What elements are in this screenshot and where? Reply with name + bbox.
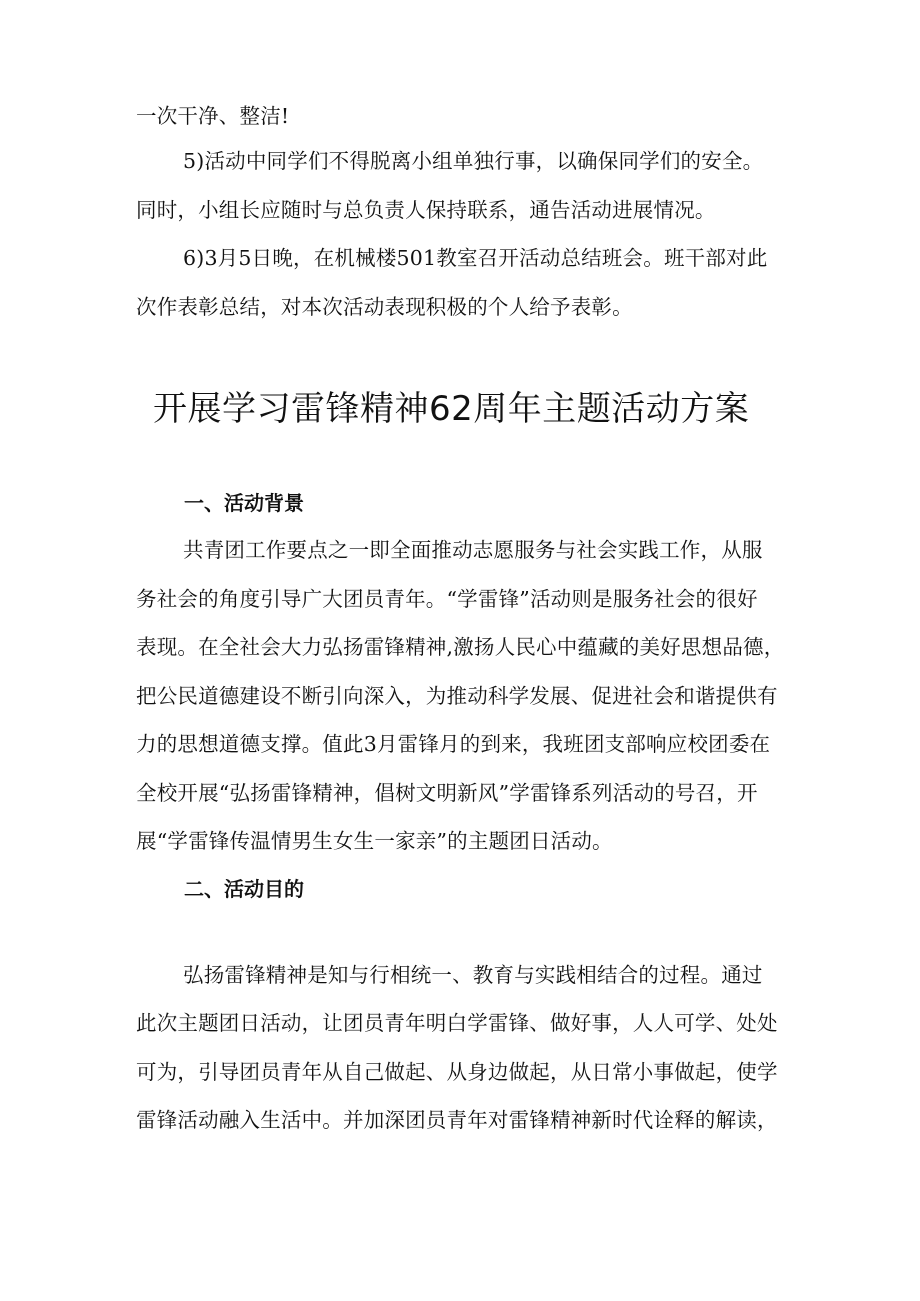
- paragraph-line: 此次主题团日活动，让团员青年明白学雷锋、做好事，人人可学、处处: [136, 1011, 778, 1035]
- paragraph-line: 同时，小组长应随时与总负责人保持联系，通告活动进展情况。: [136, 198, 716, 222]
- paragraph-line: 6)3月5日晚，在机械楼501教室召开活动总结班会。班干部对此: [183, 246, 768, 270]
- paragraph-line: 弘扬雷锋精神是知与行相统一、教育与实践相结合的过程。通过: [183, 963, 763, 987]
- paragraph-line: 务社会的角度引导广大团员青年。“学雷锋”活动则是服务社会的很好: [136, 587, 758, 611]
- paragraph-line: 全校开展“弘扬雷锋精神，倡树文明新风”学雷锋系列活动的号召，开: [136, 781, 758, 805]
- paragraph-line: 展“学雷锋传温情男生女生一家亲”的主题团日活动。: [136, 829, 613, 853]
- paragraph-line: 力的思想道德支撑。值此3月雷锋月的到来，我班团支部响应校团委在: [136, 732, 771, 756]
- paragraph-line: 5)活动中同学们不得脱离小组单独行事，以确保同学们的安全。: [183, 149, 764, 173]
- document-title: 开展学习雷锋精神62周年主题活动方案: [153, 389, 750, 429]
- section-heading-purpose: 二、活动目的: [184, 877, 304, 901]
- paragraph-line: 雷锋活动融入生活中。并加深团员青年对雷锋精神新时代诠释的解读，: [136, 1108, 778, 1132]
- paragraph-line: 可为，引导团员青年从自己做起、从身边做起，从日常小事做起，使学: [136, 1060, 778, 1084]
- paragraph-line: 一次干净、整洁!: [136, 104, 290, 128]
- paragraph-line: 次作表彰总结，对本次活动表现积极的个人给予表彰。: [136, 295, 633, 319]
- section-heading-background: 一、活动背景: [184, 491, 304, 515]
- paragraph-line: 表现。在全社会大力弘扬雷锋精神,激扬人民心中蕴藏的美好思想品德，: [136, 635, 785, 659]
- paragraph-line: 共青团工作要点之一即全面推动志愿服务与社会实践工作，从服: [183, 538, 763, 562]
- paragraph-line: 把公民道德建设不断引向深入，为推动科学发展、促进社会和谐提供有: [136, 684, 778, 708]
